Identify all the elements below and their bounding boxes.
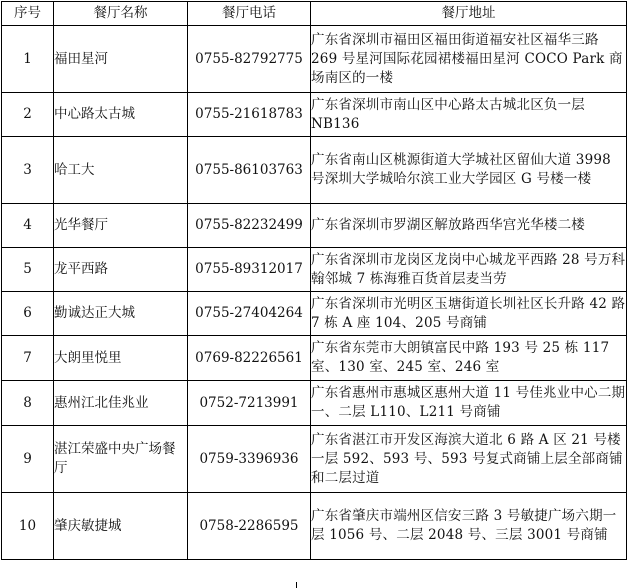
row-number: 8	[2, 381, 54, 426]
row-number: 3	[2, 137, 54, 204]
table-row	[2, 248, 627, 292]
table-row	[2, 336, 627, 381]
restaurant-address: 广东省深圳市福田区福田街道福安社区福华三路 269 号星河国际花园裙楼福田星河 COCO Park 商场南区的一楼	[311, 26, 627, 93]
restaurant-name: 福田星河	[54, 26, 188, 93]
restaurant-address: 广东省深圳市罗湖区解放路西华宫光华楼二楼	[311, 204, 627, 248]
table-row	[2, 381, 627, 426]
row-number: 2	[2, 93, 54, 137]
table-row	[2, 137, 627, 204]
row-number: 4	[2, 204, 54, 248]
restaurant-name: 肇庆敏捷城	[54, 493, 188, 560]
row-number: 1	[2, 26, 54, 93]
row-number: 6	[2, 292, 54, 336]
restaurant-name: 中心路太古城	[54, 93, 188, 137]
restaurant-name: 大朗里悦里	[54, 336, 188, 381]
restaurant-address: 广东省深圳市南山区中心路太古城北区负一层 NB136	[311, 93, 627, 137]
restaurant-phone: 0769-82226561	[188, 336, 311, 381]
header-phone: 餐厅电话	[188, 2, 311, 26]
restaurant-phone: 0752-7213991	[188, 381, 311, 426]
restaurant-address: 广东省深圳市龙岗区龙岗中心城龙平西路 28 号万科翰邻城 7 栋海雅百货首层麦当劳	[311, 248, 627, 292]
restaurant-name: 惠州江北佳兆业	[54, 381, 188, 426]
restaurant-phone: 0759-3396936	[188, 426, 311, 493]
restaurant-address: 广东省惠州市惠城区惠州大道 11 号佳兆业中心二期一、二层 L110、L211 号商铺	[311, 381, 627, 426]
row-number: 5	[2, 248, 54, 292]
row-number: 10	[2, 493, 54, 560]
table-row	[2, 26, 627, 93]
table-header-row	[2, 2, 627, 26]
restaurant-address: 广东省肇庆市端州区信安三路 3 号敏捷广场六期一层 1056 号、二层 2048 号、三层 3001 号商铺	[311, 493, 627, 560]
restaurant-table	[1, 1, 627, 560]
row-number: 9	[2, 426, 54, 493]
restaurant-phone: 0755-86103763	[188, 137, 311, 204]
restaurant-address: 广东省湛江市开发区海滨大道北 6 路 A 区 21 号楼一层 592、593 号、593 号复式商铺上层全部商铺和二层过道	[311, 426, 627, 493]
restaurant-phone: 0755-27404264	[188, 292, 311, 336]
restaurant-phone: 0755-82792775	[188, 26, 311, 93]
restaurant-address: 广东省深圳市光明区玉塘街道长圳社区长升路 42 路 7 栋 A 座 104、205 号商铺	[311, 292, 627, 336]
restaurant-phone: 0755-21618783	[188, 93, 311, 137]
restaurant-address: 广东省东莞市大朗镇富民中路 193 号 25 栋 117 室、130 室、245 室、246 室	[311, 336, 627, 381]
restaurant-phone: 0758-2286595	[188, 493, 311, 560]
restaurant-name: 湛江荣盛中央广场餐厅	[54, 426, 188, 493]
restaurant-phone: 0755-82232499	[188, 204, 311, 248]
restaurant-name: 龙平西路	[54, 248, 188, 292]
bottom-tick-mark	[296, 582, 297, 588]
table-row	[2, 493, 627, 560]
table-row	[2, 426, 627, 493]
restaurant-name: 光华餐厅	[54, 204, 188, 248]
row-number: 7	[2, 336, 54, 381]
table-row	[2, 93, 627, 137]
table-row	[2, 292, 627, 336]
table-row	[2, 204, 627, 248]
restaurant-address: 广东省南山区桃源街道大学城社区留仙大道 3998 号深圳大学城哈尔滨工业大学园区 G 号楼一楼	[311, 137, 627, 204]
restaurant-phone: 0755-89312017	[188, 248, 311, 292]
header-name: 餐厅名称	[54, 2, 188, 26]
restaurant-name: 勤诚达正大城	[54, 292, 188, 336]
header-no: 序号	[2, 2, 54, 26]
restaurant-name: 哈工大	[54, 137, 188, 204]
header-address: 餐厅地址	[311, 2, 627, 26]
